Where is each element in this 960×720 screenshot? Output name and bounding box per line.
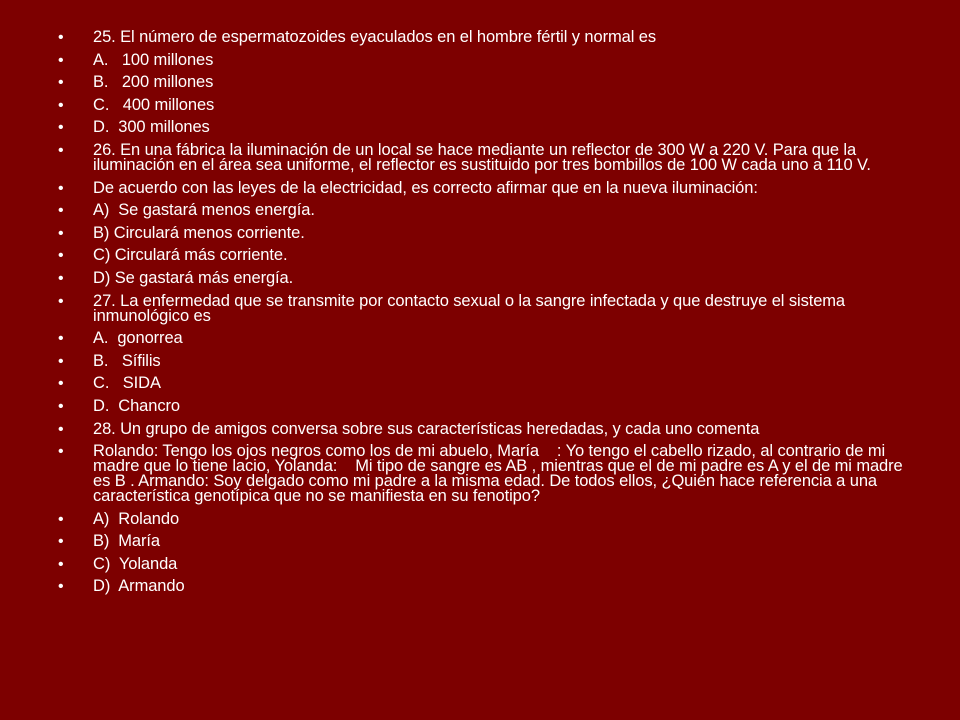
list-item xyxy=(58,95,918,114)
question-25-text: 25. El número de espermatozoides eyaculados en el hombre fértil y normal es xyxy=(93,28,656,46)
bullet-icon: • xyxy=(58,397,64,415)
option-28-a: A) Rolando xyxy=(93,509,180,528)
list-item xyxy=(58,554,918,573)
option-26-d: D) Se gastará más energía. xyxy=(93,268,294,287)
option-25-c: C. 400 millones xyxy=(93,95,215,114)
question-27-text: 27. La enfermedad que se transmite por contacto sexual o la sangre infectada y que destruye el sistema inmunológico es xyxy=(93,291,850,325)
option-28-c: C) Yolanda xyxy=(93,554,178,573)
option-25-b: B. 200 millones xyxy=(93,73,214,92)
list-item xyxy=(58,534,918,549)
bullet-icon: • xyxy=(58,202,64,220)
bullet-icon: • xyxy=(58,96,64,114)
bullet-icon: • xyxy=(58,330,64,348)
list-item xyxy=(58,203,918,218)
bullet-icon: • xyxy=(58,269,64,287)
option-27-c: C. SIDA xyxy=(93,374,161,393)
bullet-icon: • xyxy=(58,352,64,370)
question-28-text: 28. Un grupo de amigos conversa sobre sus características heredadas, y cada uno comenta xyxy=(93,419,760,438)
bullet-icon: • xyxy=(58,247,64,265)
option-27-a: A. gonorrea xyxy=(93,329,183,348)
option-26-a: A) Se gastará menos energía. xyxy=(93,201,315,220)
bullet-icon: • xyxy=(58,74,64,92)
list-item xyxy=(58,396,918,415)
list-item xyxy=(58,30,918,45)
list-item xyxy=(58,268,918,287)
bullet-icon: • xyxy=(58,141,64,159)
bullet-icon: • xyxy=(58,292,64,310)
list-item xyxy=(58,120,918,135)
bullet-icon: • xyxy=(58,533,64,551)
option-26-c: C) Circulará más corriente. xyxy=(93,246,288,265)
bullet-icon: • xyxy=(58,375,64,393)
question-26-prompt: De acuerdo con las leyes de la electricidad, es correcto afirmar que en la nueva iluminación: xyxy=(93,178,758,197)
option-28-b: B) María xyxy=(93,532,160,551)
list-item xyxy=(58,509,918,528)
option-25-d: D. 300 millones xyxy=(93,118,210,137)
list-item xyxy=(58,444,918,504)
list-item xyxy=(58,579,918,594)
bullet-icon: • xyxy=(58,179,64,197)
question-26-text: 26. En una fábrica la iluminación de un local se hace mediante un reflector de 300 W a 220 V. Para que la iluminación en el área sea uniforme, el reflector es sustituido por tres bombillos de 100 W cada uno a 110 V. xyxy=(93,140,871,174)
option-28-d: D) Armando xyxy=(93,577,185,596)
bullet-icon: • xyxy=(58,224,64,242)
list-item xyxy=(58,376,918,391)
option-27-b: B. Sífilis xyxy=(93,351,161,370)
option-25-a: A. 100 millones xyxy=(93,50,214,69)
list-item xyxy=(58,291,918,325)
list-item xyxy=(58,140,918,174)
bullet-icon: • xyxy=(58,420,64,438)
list-item xyxy=(58,419,918,438)
bullet-icon: • xyxy=(58,29,64,46)
option-27-d: D. Chancro xyxy=(93,396,180,415)
list-item xyxy=(58,178,918,197)
bullet-icon: • xyxy=(58,578,64,596)
question-list xyxy=(58,30,918,602)
question-28-prompt: Rolando: Tengo los ojos negros como los de mi abuelo, María : Yo tengo el cabello rizado, al contrario de mi madre que lo tiene lacio, Yolanda: Mi tipo de sangre es AB , mientras que el de mi padre es A y el de mi madre es B . Armando: Soy delgado como mi padre a la misma edad. De todos ellos, ¿Quién hace referencia a una característica genotípica que no se manifiesta en su fenotipo? xyxy=(93,442,908,506)
list-item xyxy=(58,75,918,90)
bullet-icon: • xyxy=(58,119,64,137)
option-26-b: B) Circulará menos corriente. xyxy=(93,223,305,242)
bullet-icon: • xyxy=(58,555,64,573)
list-item xyxy=(58,223,918,242)
bullet-icon: • xyxy=(58,510,64,528)
list-item xyxy=(58,351,918,370)
list-item xyxy=(58,331,918,346)
list-item xyxy=(58,248,918,263)
bullet-icon: • xyxy=(58,51,64,69)
list-item xyxy=(58,50,918,69)
bullet-icon: • xyxy=(58,443,64,461)
